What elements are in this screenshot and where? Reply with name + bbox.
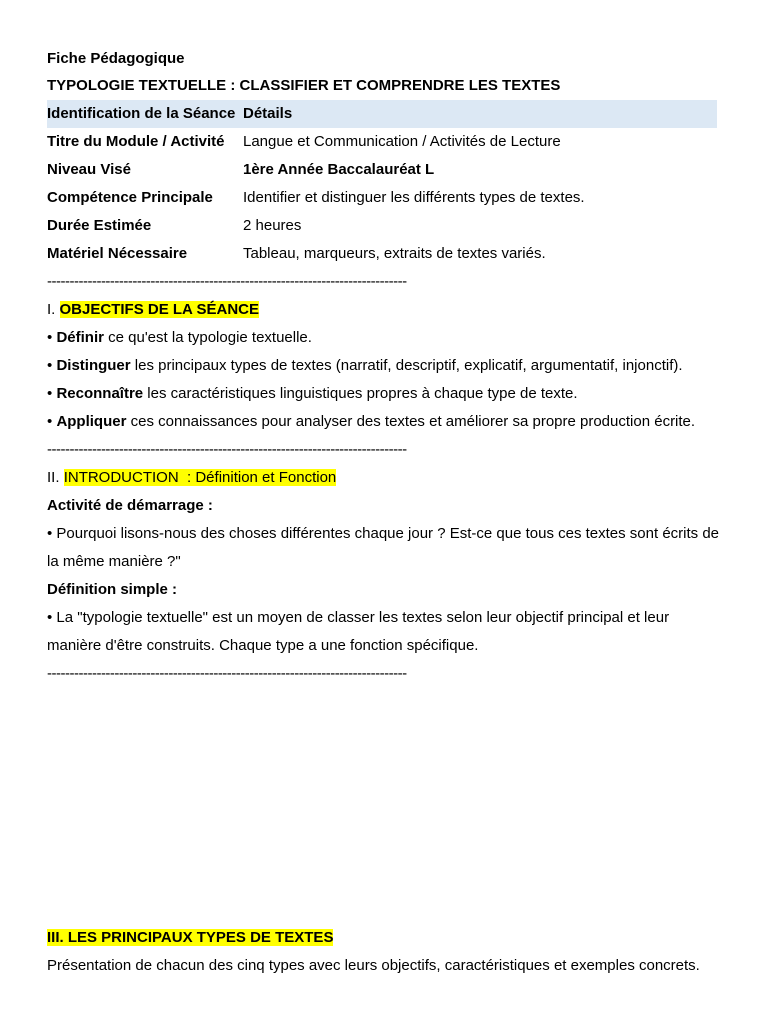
section1-number: I.: [47, 301, 56, 318]
table-row: [47, 128, 717, 156]
item-keyword: Définir: [56, 329, 104, 346]
definition-text: • La "typologie textuelle" est un moyen de classer les textes selon leur objectif principal et leur manière d'être construits. Chaque type a une fonction spécifique.: [47, 609, 670, 654]
section1-title: OBJECTIFS DE LA SÉANCE: [59, 301, 259, 318]
item-text: ce qu'est la typologie textuelle.: [103, 329, 312, 346]
bullet: •: [47, 357, 53, 374]
row-value: Tableau, marqueurs, extraits de textes variés.: [243, 245, 546, 262]
bullet: •: [47, 329, 53, 346]
table-row: [47, 156, 717, 184]
bullet: •: [47, 413, 53, 430]
table-row: [47, 184, 717, 212]
list-item: [47, 352, 727, 380]
document-page: [47, 45, 727, 980]
section3-intro: Présentation de chacun des cinq types avec leurs objectifs, caractéristiques et exemples concrets.: [47, 957, 700, 974]
warmup-text: • Pourquoi lisons-nous des choses différentes chaque jour ? Est-ce que tous ces textes sont écrits de la même manière ?": [47, 525, 720, 570]
row-value: Identifier et distinguer les différents types de textes.: [243, 189, 585, 206]
row-value: 2 heures: [243, 217, 302, 234]
warmup-label: Activité de démarrage :: [47, 497, 213, 514]
item-text: les principaux types de textes (narratif, descriptif, explicatif, argumentatif, injonctif).: [130, 357, 683, 374]
item-keyword: Distinguer: [56, 357, 131, 374]
item-text: les caractéristiques linguistiques propres à chaque type de texte.: [143, 385, 578, 402]
table-header-row: [47, 100, 717, 128]
section2-heading: [47, 464, 727, 492]
separator-line: --------------------------------------------------------------------------------: [47, 273, 407, 290]
table-row: [47, 212, 717, 240]
row-key: Matériel Nécessaire: [47, 245, 188, 262]
separator-line: --------------------------------------------------------------------------------: [47, 441, 407, 458]
row-key: Titre du Module / Activité: [47, 133, 225, 150]
row-key: Durée Estimée: [47, 217, 152, 234]
list-item: [47, 408, 727, 436]
item-keyword: Reconnaître: [56, 385, 144, 402]
separator-line: --------------------------------------------------------------------------------: [47, 665, 407, 682]
table-header-col1: Identification de la Séance: [47, 100, 243, 128]
doc-title: TYPOLOGIE TEXTUELLE : CLASSIFIER ET COMPRENDRE LES TEXTES: [47, 77, 561, 94]
row-key: Niveau Visé: [47, 161, 131, 178]
table-row: [47, 240, 717, 268]
table-header-col2: Détails: [243, 100, 717, 128]
page-blank-space: [47, 688, 727, 924]
session-info-table: [47, 100, 717, 268]
section3-title: III. LES PRINCIPAUX TYPES DE TEXTES: [47, 929, 334, 946]
list-item: [47, 324, 727, 352]
section2-number: II.: [47, 469, 60, 486]
item-keyword: Appliquer: [56, 413, 127, 430]
section1-heading: [47, 296, 727, 324]
row-key: Compétence Principale: [47, 189, 213, 206]
list-item: [47, 380, 727, 408]
section2-title: INTRODUCTION : Définition et Fonction: [63, 469, 337, 486]
item-text: ces connaissances pour analyser des textes et améliorer sa propre production écrite.: [126, 413, 696, 430]
doc-type: Fiche Pédagogique: [47, 50, 185, 67]
row-value: 1ère Année Baccalauréat L: [243, 161, 435, 178]
bullet: •: [47, 385, 53, 402]
definition-label: Définition simple :: [47, 581, 178, 598]
section3-heading: [47, 924, 727, 952]
row-value: Langue et Communication / Activités de Lecture: [243, 133, 561, 150]
